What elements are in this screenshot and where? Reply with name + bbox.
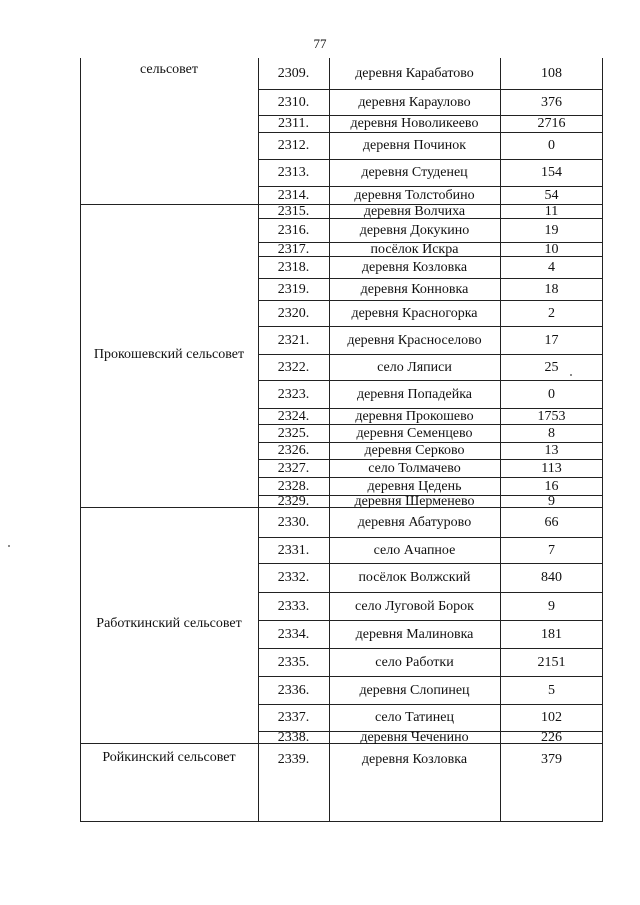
population: 0 <box>548 386 555 402</box>
settlement-name: деревня Толстобино <box>354 187 475 203</box>
settlement-name: деревня Абатурово <box>357 514 472 530</box>
population: 10 <box>544 241 559 257</box>
settlement-name: село Татинец <box>375 710 454 725</box>
population: 379 <box>541 751 562 767</box>
row-number: 2334. <box>277 626 310 642</box>
settlement-name: деревня Серково <box>364 443 465 458</box>
settlement-name: деревня Шерменево <box>354 493 475 509</box>
scan-speck <box>570 374 572 376</box>
row-number: 2336. <box>277 682 310 698</box>
settlement-name: деревня Козловка <box>361 259 468 275</box>
population: 9 <box>548 493 555 509</box>
population: 2716 <box>537 116 566 131</box>
settlement-name: деревня Малиновка <box>355 626 474 642</box>
district-name: Прокошевский сельсовет <box>93 346 245 362</box>
row-number: 2333. <box>277 598 310 614</box>
settlement-name: деревня Красногорка <box>351 305 478 321</box>
settlement-name: деревня Волчиха <box>363 203 466 219</box>
row-number: 2329. <box>277 493 310 509</box>
settlement-name: деревня Починок <box>362 138 467 153</box>
settlement-name: посёлок Волжский <box>358 570 471 585</box>
population: 13 <box>544 443 559 458</box>
population: 19 <box>544 222 559 238</box>
row-number: 2319. <box>277 281 310 297</box>
row-number: 2322. <box>277 359 310 375</box>
row-number: 2323. <box>277 386 310 402</box>
scan-speck <box>8 545 10 547</box>
settlement-name: деревня Слопинец <box>359 682 470 698</box>
settlement-name: деревня Попадейка <box>356 386 473 402</box>
population: 181 <box>541 626 562 642</box>
settlement-name: село Толмачево <box>368 460 461 476</box>
row-number: 2313. <box>277 165 310 180</box>
population: 840 <box>541 570 562 585</box>
row-number: 2318. <box>277 259 310 275</box>
settlement-name: посёлок Искра <box>370 241 459 257</box>
row-number: 2321. <box>277 332 310 348</box>
row-number: 2310. <box>277 94 310 110</box>
row-number: 2324. <box>277 408 310 424</box>
row-number: 2330. <box>277 514 310 530</box>
district-name: сельсовет <box>139 62 199 77</box>
population: 7 <box>548 542 555 558</box>
district-name: Ройкинский сельсовет <box>102 750 236 765</box>
population: 376 <box>541 94 562 110</box>
population: 2 <box>548 305 555 321</box>
settlement-name: деревня Карабатово <box>355 66 474 81</box>
row-number: 2320. <box>277 305 310 321</box>
row-number: 2332. <box>277 570 310 585</box>
population: 5 <box>548 682 555 698</box>
settlement-name: деревня Козловка <box>361 751 468 767</box>
settlement-name: село Работки <box>375 654 454 670</box>
population: 108 <box>541 66 562 81</box>
row-number: 2335. <box>277 654 310 670</box>
population: 16 <box>544 478 559 494</box>
settlement-name: деревня Студенец <box>361 165 468 180</box>
row-number: 2316. <box>277 222 310 238</box>
settlement-name: село Луговой Борок <box>355 598 474 614</box>
settlement-name: деревня Чеченино <box>360 729 469 745</box>
population: 113 <box>541 460 562 476</box>
page-number: 77 <box>313 36 327 51</box>
row-number: 2325. <box>277 425 310 441</box>
settlement-name: деревня Новоликеево <box>350 116 479 131</box>
population: 66 <box>544 514 559 530</box>
settlement-name: деревня Конновка <box>360 281 469 297</box>
settlement-name: деревня Докукино <box>359 222 470 238</box>
settlement-name: деревня Караулово <box>358 94 471 110</box>
population: 2151 <box>537 654 566 670</box>
settlement-name: село Ляписи <box>377 359 452 375</box>
population: 8 <box>548 425 555 441</box>
district-name: Работкинский сельсовет <box>96 616 242 631</box>
row-number: 2326. <box>277 443 310 458</box>
row-number: 2311. <box>278 116 309 131</box>
row-number: 2331. <box>277 542 310 558</box>
settlement-name: деревня Семенцево <box>356 425 473 441</box>
row-number: 2314. <box>277 187 310 203</box>
population: 9 <box>548 598 555 614</box>
population: 25 <box>544 359 559 375</box>
row-number: 2312. <box>277 138 310 153</box>
population: 154 <box>541 165 562 180</box>
settlement-name: деревня Цедень <box>367 478 462 494</box>
population: 11 <box>544 203 559 219</box>
row-number: 2328. <box>277 478 310 494</box>
population: 4 <box>548 259 555 275</box>
row-number: 2327. <box>277 460 310 476</box>
settlement-name: деревня Красноселово <box>347 332 482 348</box>
row-number: 2337. <box>277 710 310 725</box>
row-number: 2315. <box>277 203 310 219</box>
population: 0 <box>548 138 555 153</box>
population: 18 <box>544 281 559 297</box>
population: 226 <box>541 729 562 745</box>
row-number: 2338. <box>277 729 310 745</box>
row-number: 2309. <box>277 66 310 81</box>
row-number: 2339. <box>277 751 310 767</box>
population: 102 <box>541 710 562 725</box>
population: 54 <box>544 187 559 203</box>
row-number: 2317. <box>277 241 310 257</box>
settlements-table <box>80 58 603 822</box>
settlement-name: деревня Прокошево <box>355 408 474 424</box>
population: 1753 <box>537 408 566 424</box>
settlement-name: село Ачапное <box>373 542 456 558</box>
population: 17 <box>544 332 559 348</box>
